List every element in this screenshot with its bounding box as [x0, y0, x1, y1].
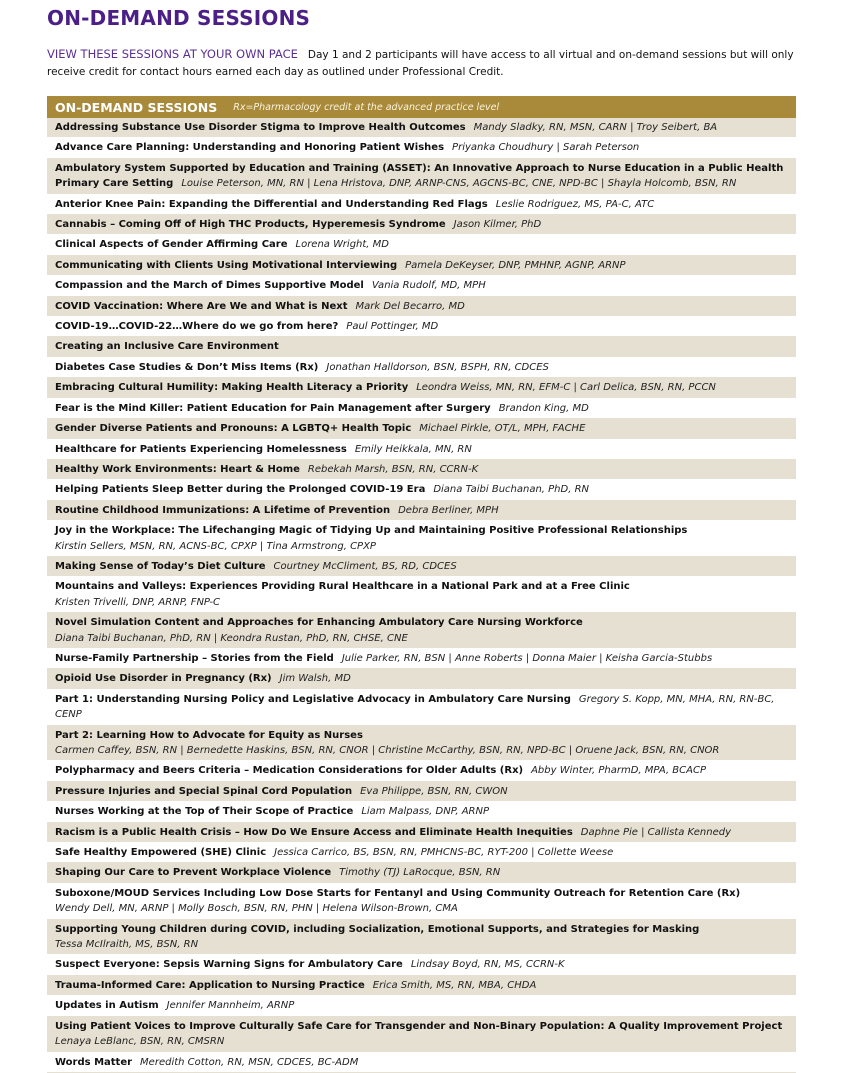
session-speakers: Diana Taibi Buchanan, PhD, RN: [433, 484, 590, 496]
session-row: [47, 802, 796, 822]
session-row: [47, 843, 796, 863]
intro-text: Day 1 and 2 participants will have access to all virtual and on-demand sessions but will only receive credit for contact hours earned each day as outlined under Professional Credit.: [47, 49, 794, 78]
session-speakers: Diana Taibi Buchanan, PhD, RN | Keondra Rustan, PhD, RN, CHSE, CNE: [55, 632, 408, 644]
session-speakers: Jessica Carrico, BS, BSN, RN, PMHCNS-BC, RYT-200 | Collette Weese: [274, 847, 614, 859]
session-title: Anterior Knee Pain: Expanding the Differential and Understanding Red Flags: [55, 198, 488, 210]
session-title: Mountains and Valleys: Experiences Providing Rural Healthcare in a National Park and at a Free Clinic: [55, 581, 630, 593]
session-title: Opioid Use Disorder in Pregnancy (Rx): [55, 673, 272, 685]
session-title: Updates in Autism: [55, 1000, 159, 1012]
session-speakers: Liam Malpass, DNP, ARNP: [361, 806, 490, 818]
session-title: Healthcare for Patients Experiencing Homelessness: [55, 443, 347, 455]
session-row: [47, 337, 796, 357]
session-title: Clinical Aspects of Gender Affirming Care: [55, 239, 288, 251]
session-speakers: Paul Pottinger, MD: [346, 321, 439, 333]
session-row: [47, 317, 796, 337]
intro-paragraph: [47, 46, 802, 81]
session-speakers: Pamela DeKeyser, DNP, PMHNP, AGNP, ARNP: [405, 259, 626, 271]
session-row: [47, 118, 796, 138]
session-row: [47, 521, 796, 557]
session-speakers: Mandy Sladky, RN, MSN, CARN | Troy Seibert, BA: [473, 122, 718, 133]
session-row: [47, 1053, 796, 1073]
session-title: Racism is a Public Health Crisis – How Do We Ensure Access and Eliminate Health Inequities: [55, 826, 573, 838]
intro-lead: VIEW THESE SESSIONS AT YOUR OWN PACE: [47, 47, 298, 61]
session-title: Suboxone/MOUD Services Including Low Dose Starts for Fentanyl and Using Community Outreach for Retention Care (Rx): [55, 887, 741, 899]
session-speakers: Jonathan Halldorson, BSN, BSPH, RN, CDCES: [326, 361, 549, 373]
session-speakers: Julie Parker, RN, BSN | Anne Roberts | Donna Maier | Keisha Garcia-Stubbs: [341, 652, 713, 664]
session-title: Communicating with Clients Using Motivational Interviewing: [55, 259, 398, 271]
session-speakers: Erica Smith, MS, RN, MBA, CHDA: [372, 979, 537, 991]
session-speakers: Meredith Cotton, RN, MSN, CDCES, BC-ADM: [140, 1056, 359, 1068]
session-row: [47, 996, 796, 1016]
session-row: [47, 761, 796, 781]
session-speakers: Rebekah Marsh, BSN, RN, CCRN-K: [307, 463, 479, 475]
session-speakers: Leslie Rodriguez, MS, PA-C, ATC: [495, 198, 655, 210]
session-title: Safe Healthy Empowered (SHE) Clinic: [55, 847, 267, 859]
session-speakers: Abby Winter, PharmD, MPA, BCACP: [531, 765, 707, 777]
session-speakers: Debra Berliner, MPH: [398, 504, 499, 516]
session-row: [47, 669, 796, 689]
session-row: [47, 276, 796, 296]
session-speakers: Gregory S. Kopp, MN, MHA, RN, RN-BC, CENP: [55, 693, 775, 721]
session-row: [47, 256, 796, 276]
session-speakers: Wendy Dell, MN, ARNP | Molly Bosch, BSN, RN, PHN | Helena Wilson-Brown, CMA: [55, 903, 458, 915]
session-row: [47, 955, 796, 975]
session-row: [47, 690, 796, 726]
session-title: Joy in the Workplace: The Lifechanging Magic of Tidying Up and Maintaining Positive Professional Relationships: [55, 525, 688, 537]
session-title: Embracing Cultural Humility: Making Health Literacy a Priority: [55, 382, 409, 394]
session-speakers: Lorena Wright, MD: [295, 239, 389, 251]
session-speakers: Louise Peterson, MN, RN | Lena Hristova, DNP, ARNP-CNS, AGCNS-BC, CNE, NPD-BC | Shayla Holcomb, BSN, RN: [181, 178, 737, 190]
session-row: [47, 399, 796, 419]
session-row: [47, 440, 796, 460]
session-speakers: Mark Del Becarro, MD: [355, 300, 465, 312]
session-title: Part 2: Learning How to Advocate for Equity as Nurses: [55, 729, 363, 741]
session-speakers: Kirstin Sellers, MSN, RN, ACNS-BC, CPXP | Tina Armstrong, CPXP: [55, 540, 376, 552]
session-row: [47, 863, 796, 883]
session-speakers: Jim Walsh, MD: [279, 673, 351, 685]
session-speakers: Timothy (TJ) LaRocque, BSN, RN: [339, 867, 501, 879]
session-speakers: Jennifer Mannheim, ARNP: [166, 1000, 295, 1012]
session-speakers: Tessa McIlraith, MS, BSN, RN: [55, 939, 199, 951]
session-row: [47, 159, 796, 195]
table-header: [47, 96, 796, 118]
session-title: Gender Diverse Patients and Pronouns: A LGBTQ+ Health Topic: [55, 423, 412, 435]
table-header-title: ON-DEMAND SESSIONS: [55, 99, 218, 115]
session-row: [47, 884, 796, 920]
session-speakers: Daphne Pie | Callista Kennedy: [580, 826, 731, 838]
session-title: Advance Care Planning: Understanding and Honoring Patient Wishes: [55, 142, 445, 154]
session-title: Trauma-Informed Care: Application to Nursing Practice: [55, 979, 365, 991]
sessions-table: [47, 96, 796, 1073]
session-speakers: Jason Kilmer, PhD: [453, 219, 542, 231]
session-row: [47, 613, 796, 649]
session-title: Fear is the Mind Killer: Patient Education for Pain Management after Surgery: [55, 402, 491, 414]
session-row: [47, 920, 796, 956]
session-title: Cannabis – Coming Off of High THC Products, Hyperemesis Syndrome: [55, 219, 446, 231]
session-speakers: Kristen Trivelli, DNP, ARNP, FNP-C: [55, 596, 221, 608]
session-row: [47, 215, 796, 235]
session-speakers: Priyanka Choudhury | Sarah Peterson: [452, 142, 640, 154]
session-title: Shaping Our Care to Prevent Workplace Violence: [55, 867, 332, 879]
session-title: Addressing Substance Use Disorder Stigma to Improve Health Outcomes: [55, 122, 466, 133]
table-header-note: Rx=Pharmacology credit at the advanced practice level: [233, 101, 500, 113]
session-speakers: Leondra Weiss, MN, RN, EFM-C | Carl Delica, BSN, RN, PCCN: [416, 382, 716, 394]
session-title: Making Sense of Today’s Diet Culture: [55, 560, 266, 572]
session-speakers: Carmen Caffey, BSN, RN | Bernedette Haskins, BSN, RN, CNOR | Christine McCarthy, BSN, RN, NPD-BC | Oruene Jack, BSN, RN, CNOR: [55, 745, 720, 756]
session-title: Supporting Young Children during COVID, including Socialization, Emotional Supports, and Strategies for Masking: [55, 923, 700, 935]
session-row: [47, 235, 796, 255]
session-row: [47, 460, 796, 480]
session-title: Using Patient Voices to Improve Culturally Safe Care for Transgender and Non-Binary Population: A Quality Improvement Project: [55, 1020, 783, 1032]
session-speakers: Emily Heikkala, MN, RN: [354, 443, 472, 455]
session-title: Pressure Injuries and Special Spinal Cord Population: [55, 785, 353, 797]
session-row: [47, 138, 796, 158]
session-row: [47, 557, 796, 577]
session-title: Words Matter: [55, 1056, 133, 1068]
session-title: Polypharmacy and Beers Criteria – Medication Considerations for Older Adults (Rx): [55, 765, 524, 777]
session-title: COVID-19…COVID-22…Where do we go from here?: [55, 321, 339, 333]
session-speakers: Eva Philippe, BSN, RN, CWON: [360, 785, 508, 797]
session-title: Ambulatory System Supported by Education and Training (ASSET): An Innovative Approach to Nurse Education in a Public Health Primary Care Setting: [55, 162, 784, 190]
session-title: Nurse-Family Partnership – Stories from the Field: [55, 652, 334, 664]
session-speakers: Lenaya LeBlanc, BSN, RN, CMSRN: [55, 1036, 225, 1048]
session-title: COVID Vaccination: Where Are We and What is Next: [55, 300, 348, 312]
page-title: ON-DEMAND SESSIONS: [47, 6, 311, 30]
session-row: [47, 419, 796, 439]
session-row: [47, 823, 796, 843]
session-row: [47, 358, 796, 378]
session-speakers: Brandon King, MD: [498, 402, 589, 414]
session-row: [47, 649, 796, 669]
session-title: Diabetes Case Studies & Don’t Miss Items (Rx): [55, 361, 319, 373]
session-title: Helping Patients Sleep Better during the Prolonged COVID-19 Era: [55, 484, 426, 496]
session-list: [47, 118, 796, 1073]
session-title: Healthy Work Environments: Heart & Home: [55, 463, 300, 475]
session-row: [47, 297, 796, 317]
session-row: [47, 726, 796, 762]
session-title: Part 1: Understanding Nursing Policy and Legislative Advocacy in Ambulatory Care Nursing: [55, 693, 571, 705]
session-speakers: Courtney McCliment, BS, RD, CDCES: [273, 560, 457, 572]
session-title: Suspect Everyone: Sepsis Warning Signs for Ambulatory Care: [55, 959, 403, 971]
session-row: [47, 195, 796, 215]
session-title: Novel Simulation Content and Approaches for Enhancing Ambulatory Care Nursing Workforce: [55, 617, 583, 629]
session-row: [47, 976, 796, 996]
session-row: [47, 378, 796, 398]
session-row: [47, 782, 796, 802]
session-title: Routine Childhood Immunizations: A Lifetime of Prevention: [55, 504, 391, 516]
session-row: [47, 1017, 796, 1053]
session-title: Compassion and the March of Dimes Supportive Model: [55, 280, 364, 292]
session-speakers: Michael Pirkle, OT/L, MPH, FACHE: [419, 423, 586, 435]
session-row: [47, 577, 796, 613]
session-row: [47, 501, 796, 521]
session-title: Nurses Working at the Top of Their Scope of Practice: [55, 806, 354, 818]
session-speakers: Vania Rudolf, MD, MPH: [371, 280, 486, 292]
session-speakers: Lindsay Boyd, RN, MS, CCRN-K: [410, 959, 565, 971]
session-title: Creating an Inclusive Care Environment: [55, 341, 279, 353]
session-row: [47, 480, 796, 500]
